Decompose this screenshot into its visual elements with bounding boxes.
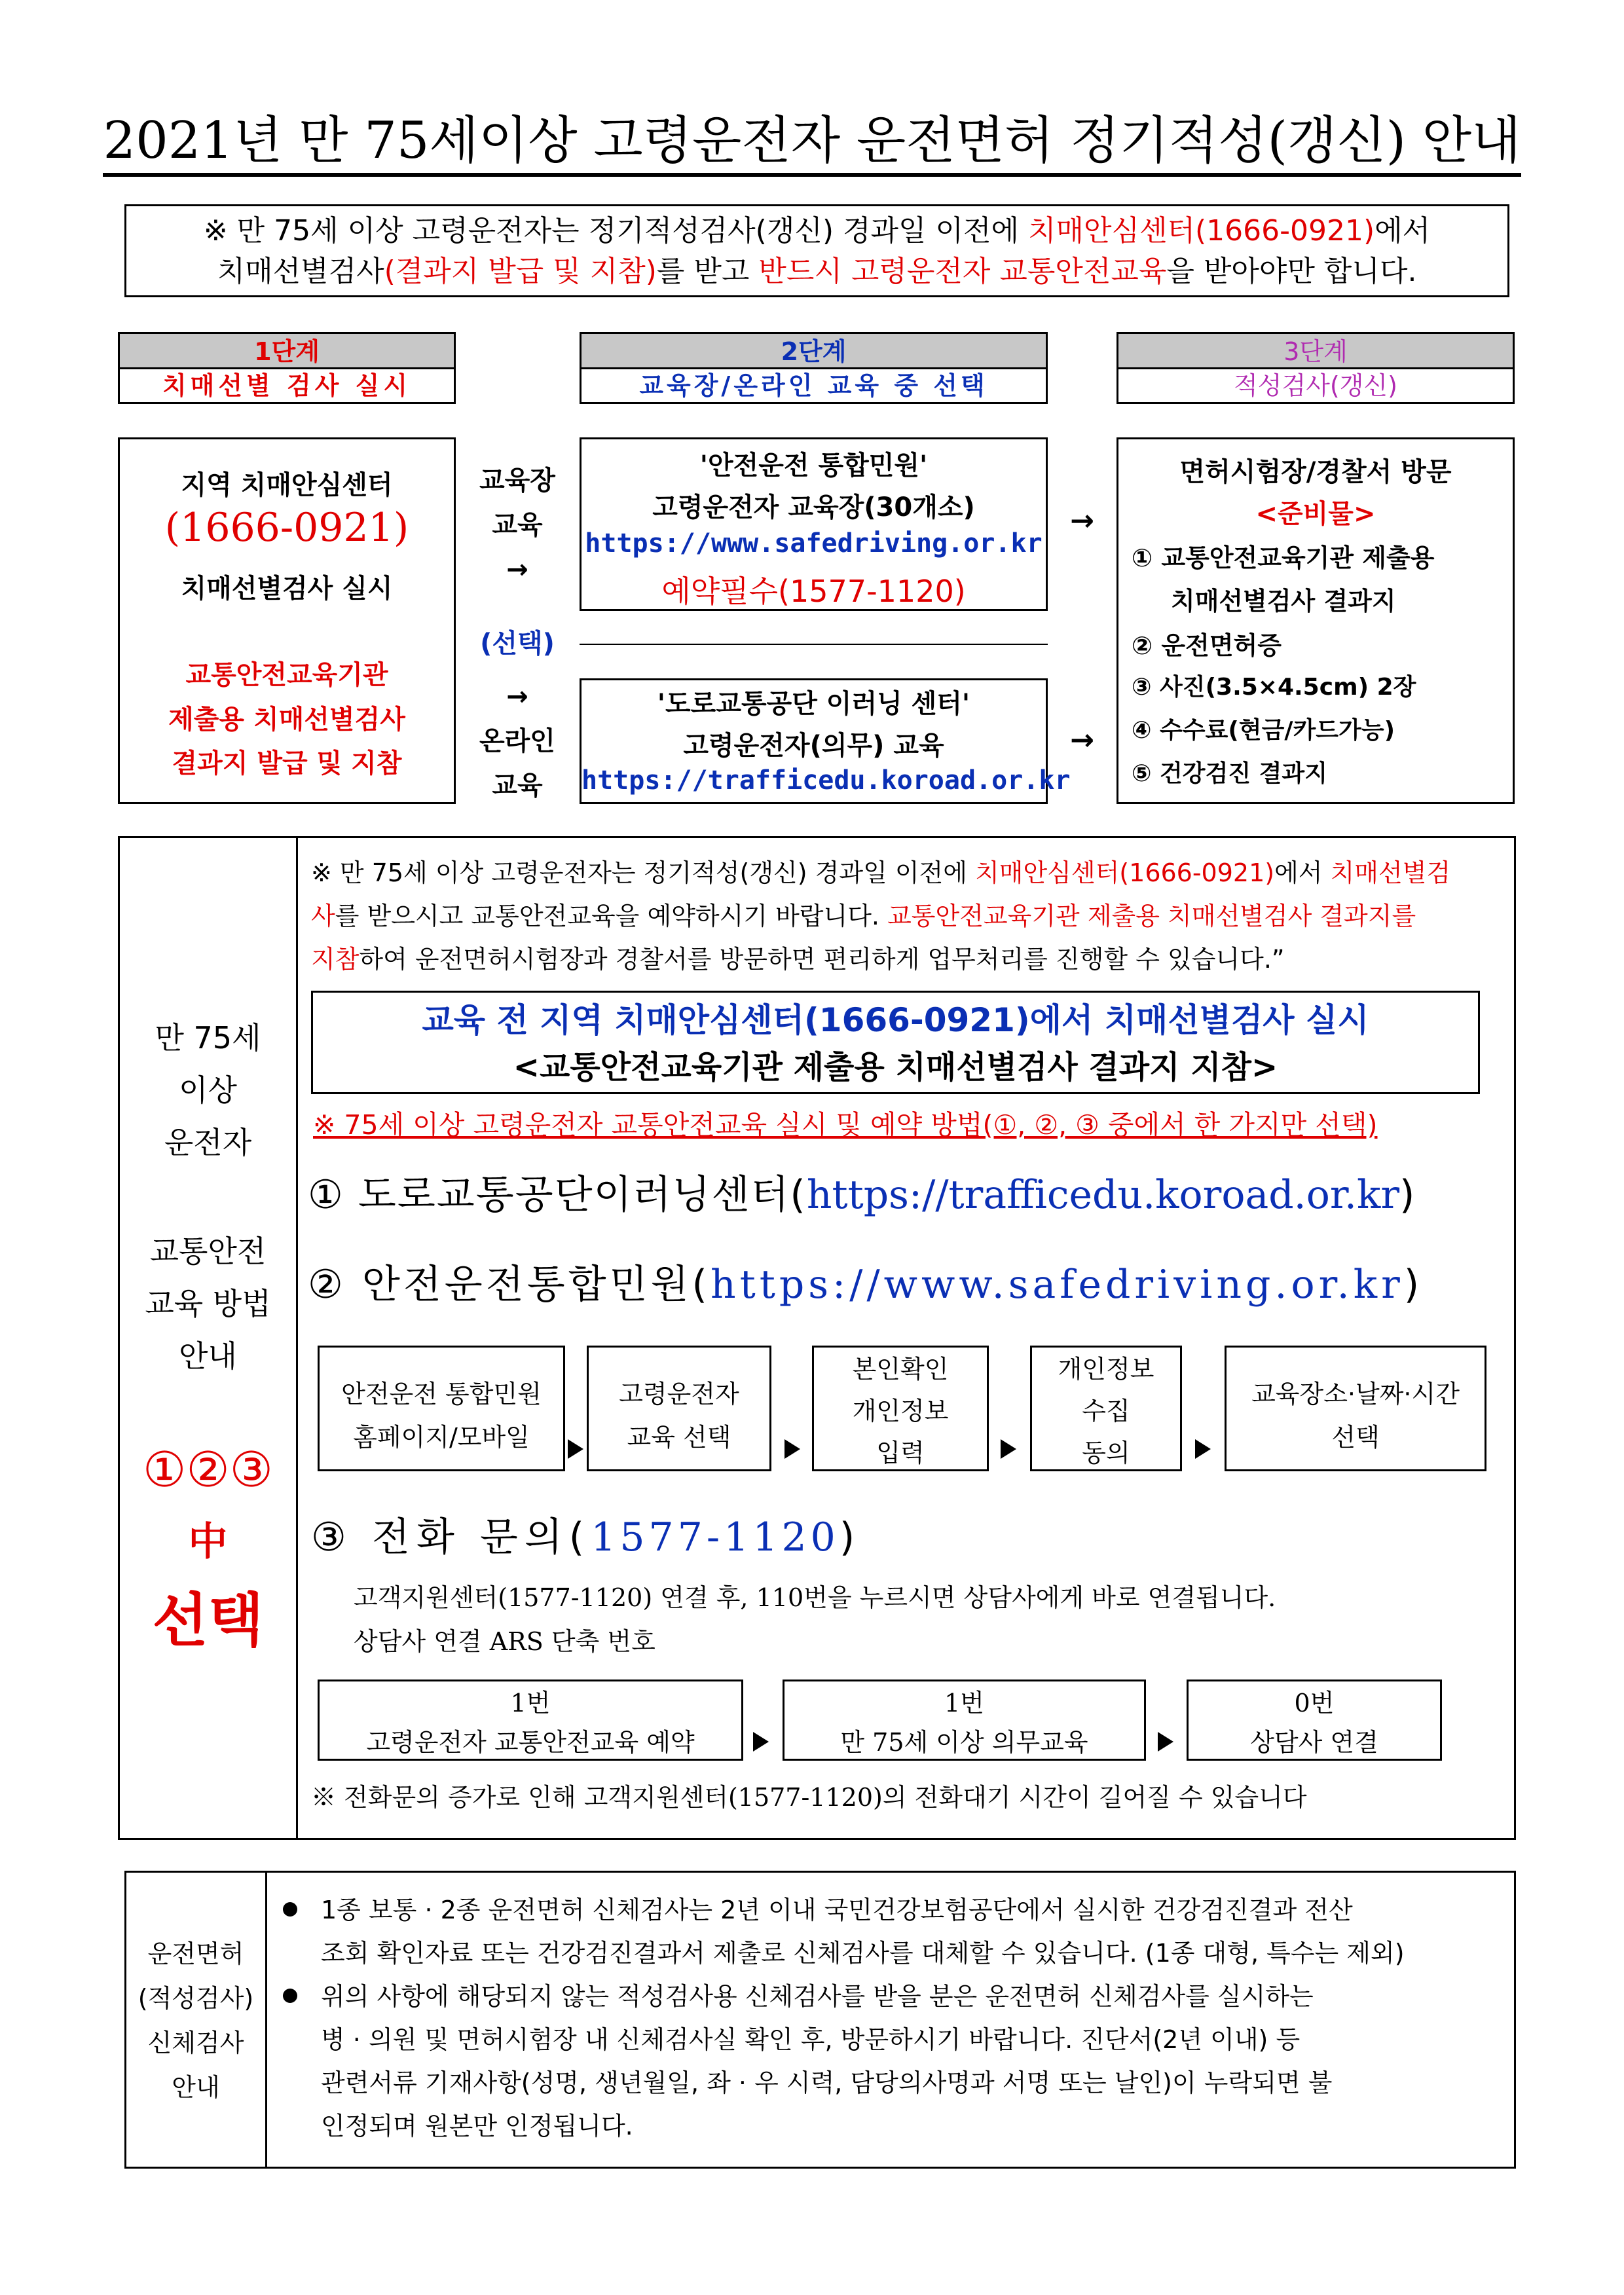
flow-step-3: 본인확인 개인정보 입력 <box>812 1346 989 1471</box>
step-2-number: 2단계 <box>581 334 1046 369</box>
step-1-box <box>118 437 456 804</box>
dementia-center-phone: (1666-0921) <box>164 505 409 551</box>
venue-box <box>580 437 1048 611</box>
physical-exam-side-label: 운전면허 (적성검사) 신체검사 안내 <box>138 1939 254 2102</box>
step-1-label: 치매선별 검사 실시 <box>162 371 412 400</box>
divider-line <box>580 644 1048 645</box>
emphasis-line-1: 교육 전 지역 치매안심센터(1666-0921)에서 치매선별검사 실시 <box>422 1001 1369 1039</box>
step3-item-2: ② 운전면허증 <box>1132 631 1282 660</box>
ars-option-2: 1번 만 75세 이상 의무교육 <box>783 1680 1146 1761</box>
ars-option-1: 1번 고령운전자 교통안전교육 예약 <box>318 1680 743 1761</box>
physical-exam-divider <box>265 1871 267 2169</box>
ars-title: 상담사 연결 ARS 단축 번호 <box>354 1627 655 1656</box>
step1-red-line-2: 제출용 치매선별검사 <box>168 705 405 735</box>
flow-arrow-icon <box>1195 1439 1211 1459</box>
edu-side-label: 만 75세 이상 운전자 교통안전 교육 방법 안내 <box>145 1020 271 1374</box>
flow-arrow-icon <box>784 1439 800 1459</box>
step-2-label: 교육장/온라인 교육 중 선택 <box>639 371 988 400</box>
step-3-label: 적성검사(갱신) <box>1234 371 1397 400</box>
option-3: ③ 전화 문의(1577-1120) <box>311 1515 855 1560</box>
step3-item-1: ① 교통안전교육기관 제출용 <box>1132 543 1435 572</box>
dementia-test-emphasis-box <box>311 991 1480 1094</box>
wait-note: ※ 전화문의 증가로 인해 고객지원센터(1577-1120)의 전화대기 시간이 길어질 수 있습니다 <box>311 1783 1307 1812</box>
step3-item-3: ③ 사진(3.5×4.5cm) 2장 <box>1132 674 1416 701</box>
step3-prep-label: <준비물> <box>1255 499 1376 529</box>
step-3-box <box>1116 437 1515 804</box>
step-3-number: 3단계 <box>1118 334 1513 369</box>
step-3-header <box>1116 332 1515 404</box>
side-circle-numbers: ①②③ <box>142 1442 274 1498</box>
step3-item-5: ⑤ 건강검진 결과지 <box>1132 760 1327 787</box>
step1-red-line-3: 결과지 발급 및 지참 <box>172 748 402 779</box>
emphasis-line-2: <교통안전교육기관 제출용 치매선별검사 결과지 지참> <box>513 1049 1278 1086</box>
ars-arrow-icon <box>753 1732 769 1752</box>
step-2-header <box>580 332 1048 404</box>
call-description: 고객지원센터(1577-1120) 연결 후, 110번을 누르시면 상담사에게 바로 연결됩니다. <box>354 1583 1276 1612</box>
online-url-link[interactable]: https://trafficedu.koroad.or.kr <box>581 765 1071 796</box>
venue-subtitle: 고령운전자 교육장(30개소) <box>652 492 975 523</box>
venue-edu-label: 교육장 교육 → <box>479 466 555 585</box>
side-select-label: 선택 <box>152 1587 264 1654</box>
dementia-test-label: 치매선별검사 실시 <box>181 574 393 604</box>
notice-line-2: 치매선별검사(결과지 발급 및 지참)를 받고 반드시 고령운전자 교통안전교육을 받아야만 합니다. <box>217 255 1417 288</box>
online-subtitle: 고령운전자(의무) 교육 <box>683 731 944 761</box>
ars-arrow-icon <box>1158 1732 1173 1752</box>
online-box <box>580 678 1071 804</box>
dementia-center-label: 지역 치매안심센터 <box>181 470 393 500</box>
method-note: ※ 75세 이상 고령운전자 교통안전교육 실시 및 예약 방법(①, ②, ③ 중에서 한 가지만 선택) <box>313 1109 1378 1141</box>
ars-option-3: 0번 상담사 연결 <box>1187 1680 1442 1761</box>
flow-step-5: 교육장소·날짜·시간 선택 <box>1225 1346 1486 1471</box>
step3-visit-label: 면허시험장/경찰서 방문 <box>1179 457 1452 487</box>
venue-title: '안전운전 통합민원' <box>699 450 928 481</box>
online-edu-label: → 온라인 교육 <box>479 682 555 801</box>
notice-box <box>124 204 1509 297</box>
physical-exam-bullet-1: 1종 보통 · 2종 운전면허 신체검사는 2년 이내 국민건강보험공단에서 실시한 건강검진결과 전산 조회 확인자료 또는 건강검진결과서 제출로 신체검사를 대체할 수 있습니다. (1종 대형, 특수는 제외) <box>321 1896 1405 1968</box>
online-title: '도로교통공단 이러닝 센터' <box>657 689 970 719</box>
flow-step-2: 고령운전자 교육 선택 <box>587 1346 771 1471</box>
select-label: (선택) <box>480 629 555 659</box>
flow-arrow-icon <box>1001 1439 1016 1459</box>
page-title: 2021년 만 75세이상 고령운전자 운전면허 정기적성(갱신) 안내 <box>98 108 1526 174</box>
arrow-online-to-step3: → <box>1070 724 1094 757</box>
arrow-venue-to-step3: → <box>1070 504 1094 538</box>
step3-item-1b: 치매선별검사 결과지 <box>1171 587 1396 615</box>
bullet-dot-icon <box>283 1902 297 1917</box>
edu-section-divider <box>296 836 298 1840</box>
venue-url-link[interactable]: https://www.safedriving.or.kr <box>585 528 1043 559</box>
step1-red-line-1: 교통안전교육기관 <box>185 660 388 690</box>
option-2-url-link[interactable]: https://www.safedriving.or.kr <box>710 1262 1404 1308</box>
bullet-dot-icon <box>283 1989 297 2003</box>
option-2: ② 안전운전통합민원(https://www.safedriving.or.kr) <box>308 1262 1420 1308</box>
step3-item-4: ④ 수수료(현금/카드가능) <box>1132 717 1395 744</box>
step-1-number: 1단계 <box>120 334 454 369</box>
notice-line-1: ※ 만 75세 이상 고령운전자는 정기적성검사(갱신) 경과일 이전에 치매안심센터(1666-0921)에서 <box>203 214 1431 248</box>
physical-exam-bullet-2: 위의 사항에 해당되지 않는 적성검사용 신체검사를 받을 분은 운전면허 신체검사를 실시하는 병 · 의원 및 면허시험장 내 신체검사실 확인 후, 방문하시기 바랍니다. 진단서(2년 이내) 등 관련서류 기재사항(성명, 생년월일, 좌 · 우 시력, 담당의사명과 서명 또는 날인)이 누락되면 불 인정되며 원본만 인정됩니다. <box>321 1982 1333 2140</box>
flow-step-4: 개인정보 수집 동의 <box>1030 1346 1182 1471</box>
option-1: ① 도로교통공단이러닝센터(https://trafficedu.koroad.or.kr) <box>308 1172 1415 1218</box>
flow-arrow-icon <box>568 1439 583 1459</box>
edu-intro: ※ 만 75세 이상 고령운전자는 정기적성(갱신) 경과일 이전에 치매안심센터(1666-0921)에서 치매선별검 사를 받으시고 교통안전교육을 예약하시기 바랍니다. 교통안전교육기관 제출용 치매선별검사 결과지를 지참하여 운전면허시험장과 경찰서를 방문하면 편리하게 업무처리를 진행할 수 있습니다.” <box>311 858 1451 974</box>
option-3-phone[interactable]: 1577-1120 <box>591 1515 840 1560</box>
side-mid-char: 中 <box>188 1519 228 1565</box>
option-1-url-link[interactable]: https://trafficedu.koroad.or.kr <box>806 1172 1400 1218</box>
flow-step-1: 안전운전 통합민원 홈페이지/모바일 <box>318 1346 565 1471</box>
step-1-header <box>118 332 456 404</box>
venue-reserve: 예약필수(1577-1120) <box>661 574 966 609</box>
